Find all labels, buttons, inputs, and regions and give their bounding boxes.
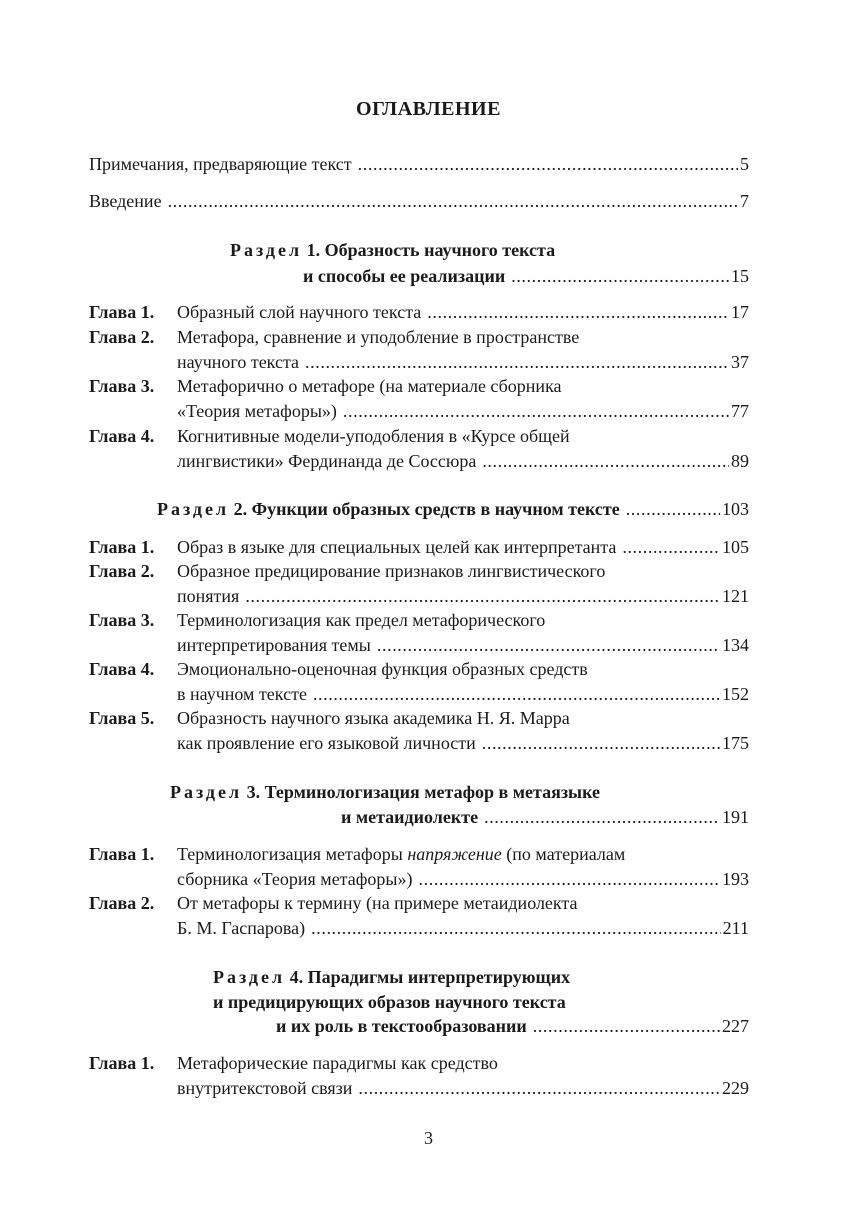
chapter-label: Глава 3. <box>89 610 155 630</box>
leader-dots <box>511 264 729 288</box>
leader-dots <box>419 867 720 891</box>
toc-entry[interactable] <box>177 584 749 608</box>
section-number: 4. <box>289 967 304 987</box>
toc-page-number: 121 <box>722 586 749 606</box>
toc-page-number: 15 <box>731 266 749 286</box>
toc-entry[interactable] <box>89 189 749 213</box>
section-title: и способы ее реализации <box>303 266 506 286</box>
leader-dots <box>311 916 721 940</box>
leader-dots <box>168 189 738 213</box>
toc-page-number: 229 <box>722 1078 749 1098</box>
toc-page-number: 152 <box>722 684 749 704</box>
section-title: Парадигмы интерпретирующих <box>307 967 571 987</box>
toc-page-number: 7 <box>740 191 749 211</box>
toc-entry[interactable] <box>177 682 749 706</box>
toc-page-number: 227 <box>722 1016 749 1036</box>
toc-entry-text: Б. М. Гаспарова) <box>177 918 306 938</box>
section-title: и метаидиолекте <box>341 807 479 827</box>
chapter-label: Глава 2. <box>89 893 155 913</box>
toc-entry-text: Образ в языке для специальных целей как интерпретанта <box>177 537 617 557</box>
leader-dots <box>484 805 720 829</box>
toc-entry-text-part: Терминологизация метафоры <box>177 844 403 864</box>
toc-entry-text: Примечания, предваряющие текст <box>89 154 352 174</box>
toc-entry-text: понятия <box>177 586 240 606</box>
section-title: и предицирующих образов научного текста <box>213 992 566 1012</box>
leader-dots <box>622 535 720 559</box>
chapter-label: Глава 2. <box>89 327 155 347</box>
page-number: 3 <box>424 1128 433 1148</box>
chapter-label: Глава 1. <box>89 844 155 864</box>
section-heading-cont[interactable] <box>303 264 749 288</box>
leader-dots <box>313 682 720 706</box>
toc-entry-text-part: (по материалам <box>506 844 626 864</box>
section-heading[interactable] <box>230 238 555 262</box>
toc-entry-text: как проявление его языковой личности <box>177 733 476 753</box>
section-title: Образность научного текста <box>324 240 556 260</box>
toc-entry[interactable] <box>177 867 749 891</box>
toc-entry[interactable] <box>177 399 749 423</box>
toc-entry-text: От метафоры к термину (на примере метаидиолекта <box>177 893 578 913</box>
toc-entry-text: Образный слой научного текста <box>177 302 422 322</box>
toc-entry[interactable] <box>177 535 749 559</box>
leader-dots <box>533 1014 720 1038</box>
toc-entry[interactable] <box>177 633 749 657</box>
section-prefix: Раздел <box>213 967 286 987</box>
section-number: 2. <box>233 499 248 519</box>
section-number: 1. <box>306 240 321 260</box>
toc-entry[interactable] <box>177 300 749 324</box>
toc-entry-text: лингвистики» Фердинанда де Соссюра <box>177 451 477 471</box>
toc-page-number: 134 <box>722 635 749 655</box>
leader-dots <box>482 731 720 755</box>
leader-dots <box>358 152 738 176</box>
toc-page-number: 175 <box>722 733 749 753</box>
italic-term: напряжение <box>407 844 502 864</box>
toc-page-number: 37 <box>731 352 749 372</box>
toc-entry-text: внутритекстовой связи <box>177 1078 353 1098</box>
chapter-label: Глава 4. <box>89 659 155 679</box>
chapter-label: Глава 1. <box>89 302 155 322</box>
toc-page-number: 191 <box>722 807 749 827</box>
leader-dots <box>482 449 729 473</box>
section-prefix: Раздел <box>230 240 303 260</box>
section-heading[interactable] <box>170 780 600 804</box>
toc-page-number: 211 <box>722 918 749 938</box>
section-heading[interactable] <box>213 965 570 989</box>
toc-entry-text: Введение <box>89 191 162 211</box>
toc-page-number: 103 <box>722 499 749 519</box>
toc-page-number: 193 <box>722 869 749 889</box>
leader-dots <box>305 350 729 374</box>
toc-entry[interactable] <box>177 731 749 755</box>
leader-dots <box>427 300 729 324</box>
toc-entry-text: в научном тексте <box>177 684 307 704</box>
chapter-label: Глава 4. <box>89 426 155 446</box>
toc-entry[interactable] <box>89 152 749 176</box>
toc-entry-text: Когнитивные модели-уподобления в «Курсе общей <box>177 426 570 446</box>
toc-entry-text: Метафора, сравнение и уподобление в пространстве <box>177 327 580 347</box>
section-heading-cont[interactable] <box>276 1014 749 1038</box>
toc-page-number: 105 <box>722 537 749 557</box>
section-prefix: Раздел <box>157 499 230 519</box>
section-prefix: Раздел <box>170 782 243 802</box>
section-title: и их роль в текстообразовании <box>276 1016 527 1036</box>
toc-page-number: 89 <box>731 451 749 471</box>
toc-entry[interactable] <box>177 916 749 940</box>
toc-entry-text: научного текста <box>177 352 300 372</box>
leader-dots <box>245 584 720 608</box>
toc-page-number: 17 <box>731 302 749 322</box>
leader-dots <box>626 497 720 521</box>
toc-entry[interactable] <box>177 1076 749 1100</box>
chapter-label: Глава 3. <box>89 376 155 396</box>
toc-entry-text: Терминологизация как предел метафорического <box>177 610 546 630</box>
toc-page-number: 5 <box>740 154 749 174</box>
chapter-label: Глава 5. <box>89 708 155 728</box>
toc-entry-text <box>177 842 625 866</box>
toc-entry-text: Образность научного языка академика Н. Я. Марра <box>177 708 570 728</box>
toc-entry-text: Метафорические парадигмы как средство <box>177 1053 498 1073</box>
toc-entry-text: Образное предицирование признаков лингвистического <box>177 561 606 581</box>
toc-entry-text: Эмоционально-оценочная функция образных средств <box>177 659 588 679</box>
toc-entry[interactable] <box>177 350 749 374</box>
leader-dots <box>358 1076 720 1100</box>
toc-entry-text: интерпретирования темы <box>177 635 371 655</box>
page-title: ОГЛАВЛЕНИЕ <box>356 98 501 120</box>
section-heading-cont[interactable] <box>341 805 749 829</box>
section-heading[interactable] <box>157 497 749 521</box>
section-title: Терминологизация метафор в метаязыке <box>264 782 601 802</box>
toc-entry-text: сборника «Теория метафоры») <box>177 869 413 889</box>
toc-entry[interactable] <box>177 449 749 473</box>
toc-entry-text: Метафорично о метафоре (на материале сборника <box>177 376 562 396</box>
section-number: 3. <box>246 782 261 802</box>
chapter-label: Глава 1. <box>89 1053 155 1073</box>
chapter-label: Глава 2. <box>89 561 155 581</box>
leader-dots <box>377 633 720 657</box>
leader-dots <box>343 399 729 423</box>
toc-page-number: 77 <box>731 401 749 421</box>
section-title: Функции образных средств в научном тексте <box>251 499 620 519</box>
chapter-label: Глава 1. <box>89 537 155 557</box>
toc-entry-text: «Теория метафоры») <box>177 401 337 421</box>
